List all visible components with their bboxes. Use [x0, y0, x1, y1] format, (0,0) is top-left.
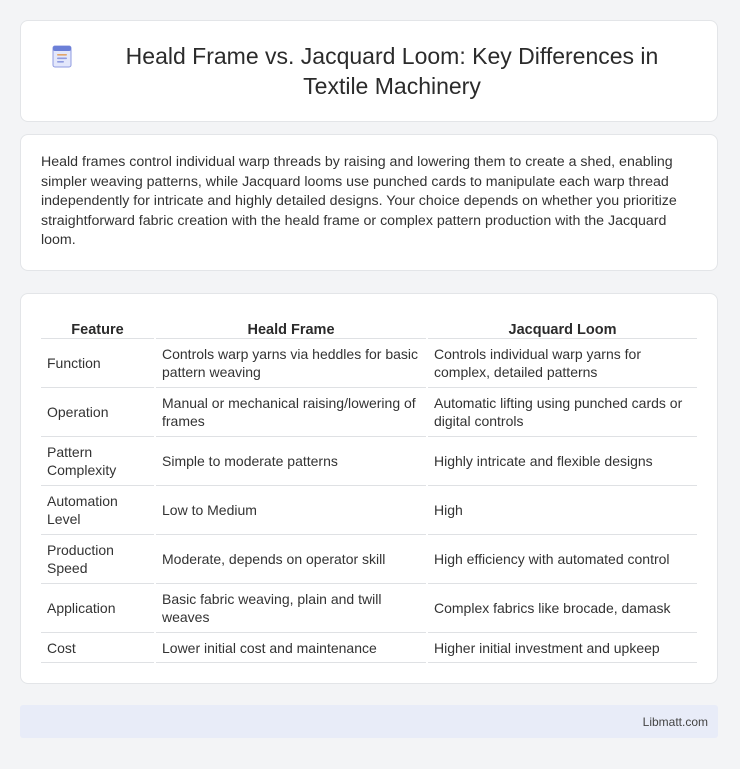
jacquard-loom-cell: Higher initial investment and upkeep [427, 633, 697, 663]
feature-cell: Automation Level [41, 486, 155, 535]
table-row [41, 535, 697, 584]
footer-brand: Libmatt.com [642, 714, 708, 729]
column-header-heald-frame: Heald Frame [155, 316, 427, 339]
heald-frame-cell: Manual or mechanical raising/lowering of frames [155, 388, 427, 437]
intro-card [20, 134, 718, 271]
jacquard-loom-cell: Complex fabrics like brocade, damask [427, 584, 697, 633]
jacquard-loom-cell: Automatic lifting using punched cards or digital controls [427, 388, 697, 437]
feature-cell: Operation [41, 388, 155, 437]
table-row [41, 633, 697, 663]
jacquard-loom-cell: High efficiency with automated control [427, 535, 697, 584]
column-header-jacquard-loom: Jacquard Loom [427, 316, 697, 339]
feature-cell: Pattern Complexity [41, 437, 155, 486]
heald-frame-cell: Moderate, depends on operator skill [155, 535, 427, 584]
table-row [41, 584, 697, 633]
feature-cell: Function [41, 339, 155, 388]
table-row [41, 388, 697, 437]
feature-cell: Application [41, 584, 155, 633]
heald-frame-cell: Simple to moderate patterns [155, 437, 427, 486]
comparison-card [20, 293, 718, 684]
heald-frame-cell: Low to Medium [155, 486, 427, 535]
jacquard-loom-cell: Highly intricate and flexible designs [427, 437, 697, 486]
column-header-feature: Feature [41, 316, 155, 339]
feature-cell: Production Speed [41, 535, 155, 584]
comparison-table [41, 316, 697, 663]
jacquard-loom-cell: High [427, 486, 697, 535]
heald-frame-cell: Lower initial cost and maintenance [155, 633, 427, 663]
heald-frame-cell: Controls warp yarns via heddles for basic pattern weaving [155, 339, 427, 388]
jacquard-loom-cell: Controls individual warp yarns for complex, detailed patterns [427, 339, 697, 388]
header [49, 41, 689, 101]
table-row [41, 486, 697, 535]
table-row [41, 339, 697, 388]
heald-frame-cell: Basic fabric weaving, plain and twill weaves [155, 584, 427, 633]
intro-paragraph: Heald frames control individual warp threads by raising and lowering them to create a shed, enabling simpler weaving patterns, while Jacquard looms use punched cards to manipulate each warp thread independently for intricate and highly detailed designs. Your choice depends on whether you prioritize straightforward fabric creation with the heald frame or complex pattern production with the Jacquard loom. [41, 154, 677, 248]
page-title: Heald Frame vs. Jacquard Loom: Key Differences in Textile Machinery [125, 43, 659, 99]
table-row [41, 437, 697, 486]
header-card [20, 20, 718, 122]
feature-cell: Cost [41, 633, 155, 663]
table-header-row [41, 316, 697, 339]
document-icon [49, 43, 75, 69]
footer [20, 705, 718, 738]
